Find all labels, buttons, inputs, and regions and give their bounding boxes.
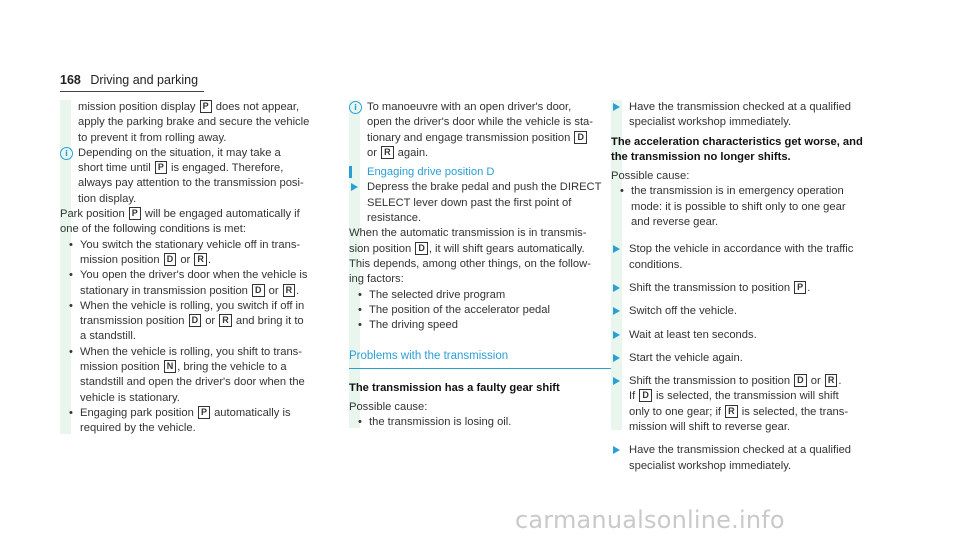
step-arrow-icon bbox=[613, 103, 620, 111]
instruction-step: Have the transmission checked at a qualified specialist workshop immediately. bbox=[611, 100, 873, 131]
list-item: • When the vehicle is rolling, you switch if off in transmission position D or R and bring it to a standstill. bbox=[69, 299, 305, 343]
gear-d-icon: D bbox=[639, 389, 652, 402]
instruction-step: Have the transmission checked at a qualified specialist workshop immediately. bbox=[611, 443, 873, 474]
list-item: • You switch the stationary vehicle off in trans- mission position D or R . bbox=[69, 238, 301, 266]
list-item: • The selected drive program bbox=[358, 288, 506, 301]
gear-p-icon: P bbox=[155, 161, 167, 174]
info-note: i To manoeuvre with an open driver's door, open the driver's door while the vehicle is sta- tionary and engage transmission position D or R again. bbox=[349, 100, 611, 161]
gear-r-icon: R bbox=[283, 284, 296, 297]
list-item: • the transmission is losing oil. bbox=[358, 416, 512, 429]
gear-p-icon: P bbox=[198, 406, 210, 419]
gear-d-icon: D bbox=[794, 374, 807, 387]
instruction-step: Start the vehicle again. bbox=[611, 351, 873, 366]
column-3 bbox=[611, 100, 873, 474]
gear-r-icon: R bbox=[825, 374, 838, 387]
gear-n-icon: N bbox=[164, 360, 177, 373]
paragraph: Park position P will be engaged automatically if one of the following conditions is met: bbox=[60, 208, 300, 236]
gear-d-icon: D bbox=[189, 314, 202, 327]
gear-d-icon: D bbox=[415, 242, 428, 255]
step-arrow-icon bbox=[613, 354, 620, 362]
step-arrow-icon bbox=[613, 446, 620, 454]
paragraph: When the automatic transmission is in transmis- sion position D , it will shift gears automatically. This depends, among other things, on the follow- ing factors: bbox=[349, 227, 591, 286]
step-arrow-icon bbox=[613, 331, 620, 339]
gear-r-icon: R bbox=[219, 314, 232, 327]
instruction-step: Shift the transmission to position D or R . If D is selected, the transmission will shift only to one gear; if R is selected, the trans- mission will shift to reverse gear. bbox=[611, 374, 873, 435]
list-item: • The position of the accelerator pedal bbox=[358, 303, 550, 316]
step-arrow-icon bbox=[613, 377, 620, 385]
list-item: • the transmission is in emergency operation mode: it is possible to shift only to one gear and reverse gear. bbox=[620, 185, 846, 229]
step-arrow-icon bbox=[613, 245, 620, 253]
gear-r-icon: R bbox=[725, 405, 738, 418]
list-item: • The driving speed bbox=[358, 319, 458, 332]
fault-title: The transmission has a faulty gear shift bbox=[349, 381, 560, 394]
instruction-step: Shift the transmission to position P . bbox=[611, 281, 873, 296]
info-icon: i bbox=[349, 101, 362, 114]
gear-p-icon: P bbox=[129, 207, 141, 220]
section-heading: Problems with the transmission bbox=[349, 349, 611, 368]
step-arrow-icon bbox=[613, 284, 620, 292]
accel-title: The acceleration characteristics get worse, and the transmission no longer shifts. bbox=[611, 135, 863, 163]
watermark: carmanualsonline.info bbox=[515, 506, 785, 534]
cause-label: Possible cause: bbox=[611, 170, 690, 183]
gear-d-icon: D bbox=[252, 284, 265, 297]
section-title: Driving and parking bbox=[90, 73, 199, 87]
column-2 bbox=[349, 100, 611, 431]
subheading: Engaging drive position D bbox=[349, 165, 611, 180]
header-rule bbox=[60, 91, 204, 92]
info-icon: i bbox=[60, 147, 73, 160]
cause-label: Possible cause: bbox=[349, 401, 428, 414]
paragraph: mission position display P does not appear, apply the parking brake and secure the vehicle to prevent it from rolling away. bbox=[78, 101, 310, 144]
heading-bar bbox=[349, 166, 352, 178]
gear-d-icon: D bbox=[574, 131, 587, 144]
gear-r-icon: R bbox=[381, 146, 394, 159]
page-header bbox=[60, 73, 200, 91]
gear-p-icon: P bbox=[200, 100, 212, 113]
gear-r-icon: R bbox=[194, 253, 207, 266]
step-arrow-icon bbox=[351, 183, 358, 191]
page-number: 168 bbox=[60, 73, 81, 87]
list-item: • When the vehicle is rolling, you shift to trans- mission position N , bring the vehicle to a standstill and open the driver's door when the vehicle is stationary. bbox=[69, 345, 305, 404]
instruction-step: Wait at least ten seconds. bbox=[611, 328, 873, 343]
list-item: • Engaging park position P automatically is required by the vehicle. bbox=[69, 406, 291, 435]
gear-p-icon: P bbox=[794, 281, 806, 294]
instruction-step: Switch off the vehicle. bbox=[611, 304, 873, 319]
instruction-step: Stop the vehicle in accordance with the traffic conditions. bbox=[611, 242, 873, 273]
instruction-step: Depress the brake pedal and push the DIRECT SELECT lever down past the first point of resistance. bbox=[349, 180, 611, 226]
gear-d-icon: D bbox=[164, 253, 177, 266]
step-arrow-icon bbox=[613, 307, 620, 315]
info-note: i Depending on the situation, it may take a short time until P is engaged. Therefore, always pay attention to the transmission posi- tion display. bbox=[60, 146, 322, 207]
column-1 bbox=[60, 100, 322, 437]
list-item: • You open the driver's door when the vehicle is stationary in transmission position D or R . bbox=[69, 269, 308, 297]
